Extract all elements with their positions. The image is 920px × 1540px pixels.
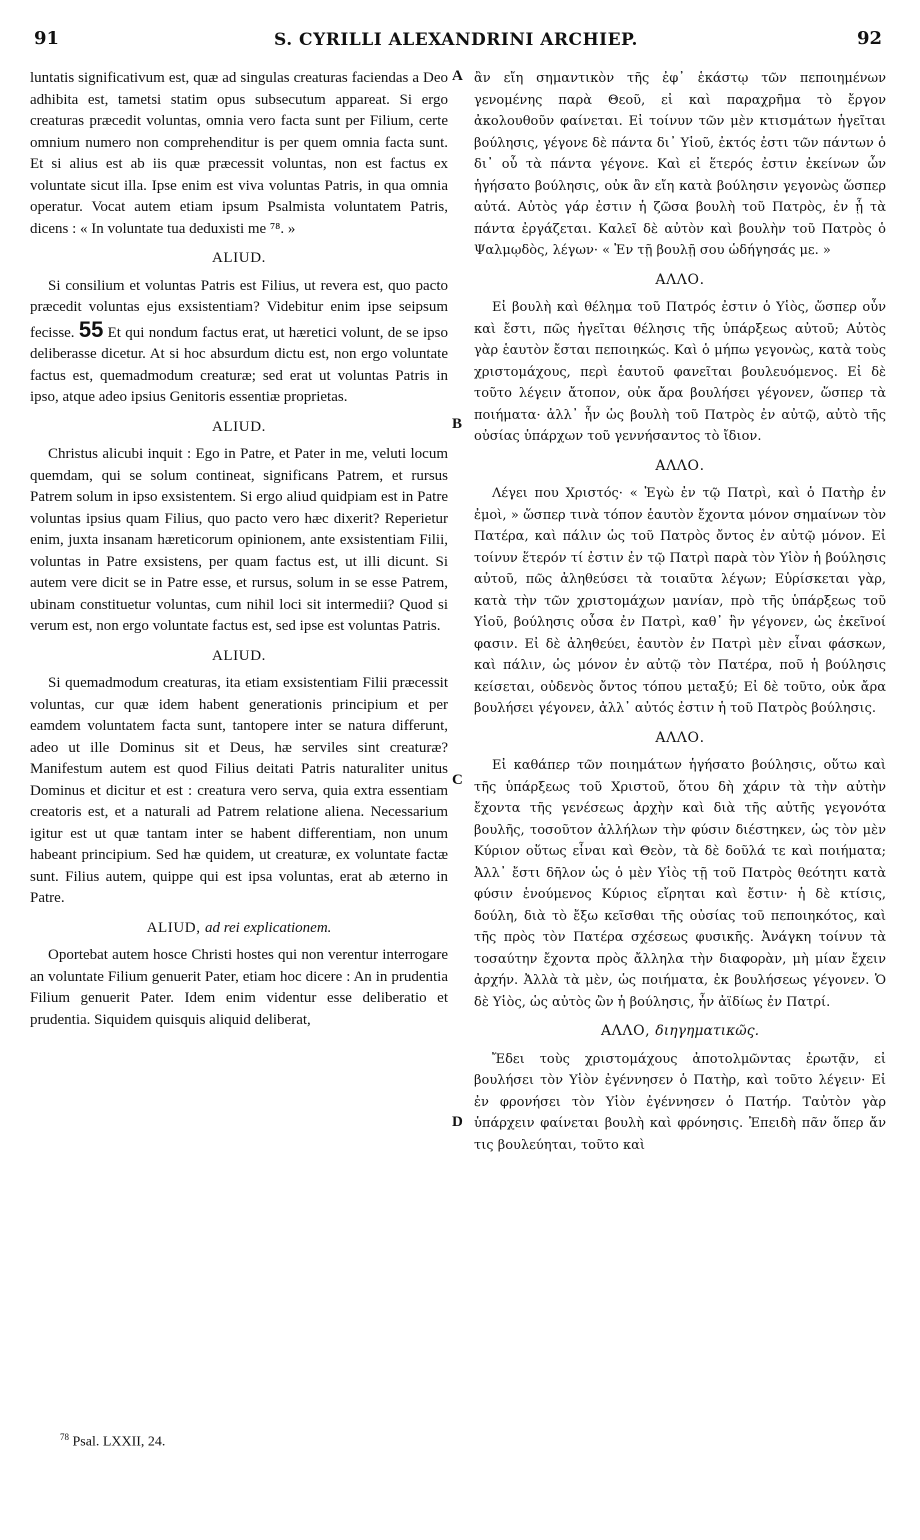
latin-paragraph-1: luntatis significativum est, quæ ad singulas creaturas faciendas a Deo adhibita est, tametsi statim opus subsecutum appareat. Si ergo creaturas præcedit voluntas, omnia vero facta sunt per Filium, certe omnium numero non comprehenditur is per quem omnia facta sunt. Et si alius est ab iis quæ præcessit voluntas, non est factus ex voluntate sicut illa. Ipse enim est viva voluntas Patris, in qua omnia operatur. Vocat autem etiam ipsum Psalmista voluntatem Patris, dicens : « In voluntate tua deduxisti me ⁷⁸. » [30,70,448,237]
latin-column [30,68,448,1031]
footnote [60,1432,165,1451]
greek-heading-allo-1: ΑΛΛΟ. [655,271,705,288]
latin-heading-aliud-4-sub: ad rei explicationem. [204,919,332,936]
margin-marker-d: D [452,1114,463,1130]
greek-paragraph-5: Ἔδει τοὺς χριστομάχους ἀποτολμῶντας ἐρωτᾷν, εἰ βουλήσει τὸν Υἱὸν ἐγέννησεν ὁ Πατὴρ, καὶ τοῦτο λέγειν· Εἰ ἐν φρονήσει τὸν Υἱὸν ἐγέννησεν ὁ Πατήρ. Ταὐτὸν γὰρ ὑπάρχειν φαίνεται βουλὴ καὶ φρόνησις. Ἐπειδὴ πᾶν ὅπερ ἄν τις βουλεύηται, τοῦτο καὶ [474,1051,886,1153]
page-header [30,28,882,52]
latin-paragraph-2b: Et qui nondum factus erat, ut hæretici volunt, de se ipso deliberasse dicetur. At si hoc absurdum dictu est, non ergo voluntate factus est, quemadmodum creaturæ; sed erat ut voluntas Patris in ipso, atque adeo ipsius Genitoris essentiæ proprietas. [30,324,449,405]
page-number-right: 92 [856,28,882,49]
greek-heading-allo-2: ΑΛΛΟ. [655,457,705,474]
latin-paragraph-3: Christus alicubi inquit : Ego in Patre, et Pater in me, veluti locum quemdam, qui se solum contineat, significans Patrem, et rursus Patrem solum in ipso exsistentem. Si ergo aliud quidpiam est in Patre voluntas ipsius quam Filius, quo pacto vero hæc dixerit? Reperietur enim, juxta insanam hæreticorum opinionem, ante exsistentiam Filii, voluntas in Patre exsistens, per quam factus est, ut illi dicunt. Si autem vere dicit se in Patre esse, et rursus, solum in se esse Patrem, ubinam constituetur voluntas, cum nihil loci sit intermedii? Quod si verum est, non ergo voluntate factus est, sed ipse est voluntas Patris. [30,446,448,634]
margin-marker-b: B [452,416,463,432]
greek-heading-allo-4-label: ΑΛΛΟ, [600,1023,651,1039]
latin-paragraph-2 [30,276,448,409]
latin-paragraph-2a: Si consilium et voluntas Patris est Filius, ut revera est, quo pacto præcedit voluntas ejus exsistentiam? Videbitur enim ipse seipsum fecisse. [30,277,448,341]
page-number-left: 91 [34,28,60,49]
latin-heading-aliud-4-label: ALIUD, [146,919,201,936]
greek-paragraph-3: Λέγει που Χριστός· « Ἐγὼ ἐν τῷ Πατρὶ, καὶ ὁ Πατὴρ ἐν ἐμοὶ, » ὥσπερ τινὰ τόπον ἑαυτὸν ἔχοντα μόνον σημαίνων τὸν Πατέρα, καὶ πάλιν ὡς τοῦ Πατρὸς ὄντος ἐν αὐτῷ μόνον. Εἰ τοίνυν ἕτερόν τί ἐστιν ἐν τῷ Πατρὶ παρὰ τὸν Υἱὸν ἡ βούλησις αὐτοῦ, πῶς ἀληθεύσει τὰ τοιαῦτα λέγων; Εὑρίσκεται γὰρ, κατὰ τὴν τῶν χριστομάχων μανίαν, πρὸ τῆς ὑπάρξεως τοῦ Υἱοῦ, βούλησις οὖσα ἐν Πατρὶ, καθ᾽ ἣν γέγονεν, ὡς ἐκεῖνοί φασιν. Εἰ δὲ ἀληθεύει, ἑαυτὸν ἐν Πατρὶ μὲν εἶναι φάσκων, καὶ πάλιν, ὡς μόνον ἐν αὐτῷ τὸν Πατέρα, ποῦ ἡ βούλησις κείσεται, οὐδενὸς ὄντος τόπου μεταξύ; Εἰ δὲ τοῦτο, οὐκ ἄρα βουλήσει γέγονεν, ἀλλ᾽ αὐτός ἐστιν ἡ τοῦ Πατρὸς βούλησις. [474,486,886,716]
latin-heading-aliud-1: ALIUD. [211,250,266,266]
greek-paragraph-4: Εἰ καθάπερ τῶν ποιημάτων ἡγήσατο βούλησις, οὕτω καὶ τῆς ὑπάρξεως τοῦ Χριστοῦ, ὅτου δὴ χάριν τὰ τὴν αὐτὴν ἔχοντα τῆς γενέσεως ἀρχὴν καὶ διὰ τῆς αὐτῆς γεγονότα βουλῆς, τοσοῦτον ἀλλήλων τὴν φύσιν διέστηκεν, ὡς τὸν μὲν Κύριον οὕτως εἶναι καὶ Θεὸν, τὰ δὲ δοῦλά τε καὶ ποιήματα; Ἀλλ᾽ ἔστι δῆλον ὡς ὁ μὲν Υἱὸς τῇ τοῦ Πατρὸς θεότητι κατὰ φύσιν ἑνούμενος Κύριος εἴρηται καὶ ἔστιν· ἡ δὲ κτίσις, δούλη, διὰ τὸ ἔξω κεῖσθαι τῆς οὐσίας τοῦ πεποιηκότος, καὶ τῆς πρὸς τὸν Πατέρα σχέσεως φυσικῆς. Ἀνάγκη τοίνυν τὰ τοσαύτην ἔχοντα πρὸς ἄλληλα τὴν διαφορὰν, μὴ μίαν ἔχειν ἀρχήν. Ἀλλὰ τὰ μὲν, ὡς ποιήματα, ἐκ βουλήσεως γέγονεν. Ὁ δὲ Υἱὸς, ὡς αὐτὸς ὢν ἡ βούλησις, ἦν ἀϊδίως ἐν Πατρί. [474,758,886,1010]
greek-column [474,68,886,1156]
running-title: S. CYRILLI ALEXANDRINI ARCHIEP. [274,30,638,50]
greek-paragraph-1: ἂν εἴη σημαντικὸν τῆς ἐφ᾽ ἑκάστῳ τῶν πεποιημένων γενομένης παρὰ Θεοῦ, εἰ καὶ παραχρῆμα τὸ ἔργον ἀκολουθοῦν φαίνεται. Εἰ τοίνυν τῶν μὲν κτισμάτων ἡγεῖται βούλησις, γέγονε δὲ πάντα δι᾽ Υἱοῦ, ἐκτός ἐστι τῶν πάντων ὁ δι᾽ οὗ τὰ πάντα γέγονε. Καὶ εἰ ἕτερός ἐστιν ἐκείνων ὧν ἡγήσατο βούλησις, οὐκ ἂν εἴη κατὰ βούλησιν γεγονὼς ὥσπερ αὐτά. Αὐτὸς γάρ ἐστιν ἡ ζῶσα βουλὴ τοῦ Πατρὸς, ἐν ᾗ τὰ πάντα ἐργάζεται. Καλεῖ δὲ αὐτὸν καὶ βουλὴν τοῦ Πατρὸς ὁ Ψαλμῳδὸς, λέγων· « Ἐν τῇ βουλῇ σου ὡδήγησάς με. » [474,71,886,258]
greek-heading-allo-4 [474,1021,886,1043]
footnote-mark: 78 [60,1432,69,1442]
latin-heading-aliud-2: ALIUD. [211,418,266,435]
greek-paragraph-2: Εἰ βουλὴ καὶ θέλημα τοῦ Πατρός ἐστιν ὁ Υἱὸς, ὥσπερ οὖν καὶ ἔστι, πῶς ἡγεῖται θέλησις τῆς ὑπάρξεως αὐτοῦ; Αὐτὸς γὰρ ἑαυτὸν ἔσται πεποιηκώς. Καὶ ὁ μήπω γεγονὼς, κατὰ τοὺς χριστομάχους, περὶ ἑαυτοῦ φανεῖται βουλευόμενος. Εἰ δὲ τοῦτο λέγειν ἄτοπον, οὐκ ἄρα βουλήσει γέγονεν, ὥσπερ τὰ ποιήματα· ἀλλ᾽ ἦν ὡς βουλὴ τοῦ Πατρὸς ἐν αὐτῷ, αὐτὸ τῆς οὐσίας ὑπάρχων τοῦ γεννήσαντος τὸ ἴδιον. [474,300,886,444]
latin-paragraph-4: Si quemadmodum creaturas, ita etiam exsistentiam Filii præcessit voluntas, cur quæ idem habent generationis principium et per eamdem voluntatem facta sunt, tantopere inter se natura differunt, adeo ut ille Dominus sit et Deus, hæ serviles sint creaturæ? Manifestum autem est quod Filius deitati Patris naturaliter unitus Dominus et dicitur et est : creatura vero serva, quia extra essentiam creatoris est, et a naturali ad Patrem relatione aliena. Necessarium igitur est ut quæ tantam inter se habent differentiam, non unum habeant principium. Sed hæ quidem, ut creaturæ, ex voluntate factæ sunt. Filius autem, quippe qui est ipsa voluntas, erat ab æterno in Patre. [30,675,448,906]
margin-marker-c: C [452,772,463,788]
latin-paragraph-5: Oportebat autem hosce Christi hostes qui non verentur interrogare an voluntate Filium genuerit Pater, etiam hoc dicere : An in prudentia Filium genuerit Pater. Idem enim videntur esse deliberatio et prudentia. Siquidem quisquis aliquid deliberat, [30,947,448,1028]
margin-marker-a: A [452,68,463,84]
greek-heading-allo-3: ΑΛΛΟ. [655,729,705,746]
latin-heading-aliud-3: ALIUD. [211,647,266,664]
greek-heading-allo-4-sub: διηγηματικῶς. [655,1023,760,1039]
column-number: 55 [78,316,104,342]
footnote-text: Psal. LXXII, 24. [72,1434,166,1450]
latin-heading-aliud-4 [30,918,448,940]
